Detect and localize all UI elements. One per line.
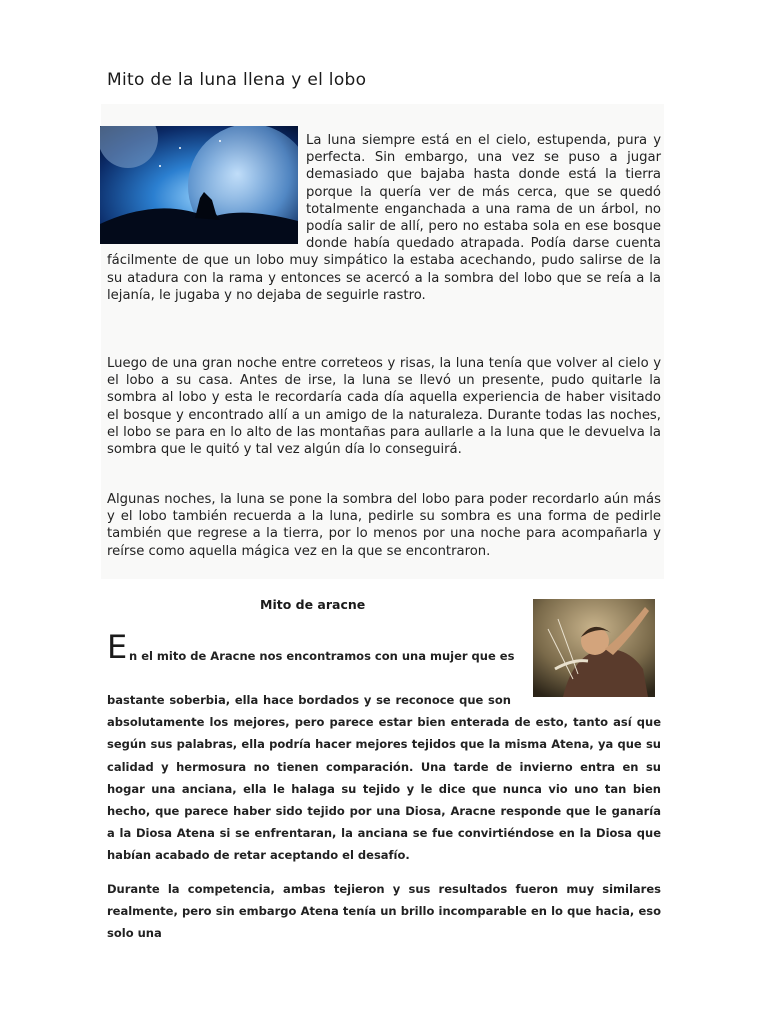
moon-paragraph-1: La luna siempre está en el cielo, estupenda, pura y perfecta. Sin embargo, una vez se puso a jugar demasiado que bajaba hasta donde está la tierra porque la quería ver de más cerca, que se quedó totalmente enganchada a una rama de un árbol, no podía salir de allí, pero no estaba sola en ese bosque donde había quedado atrapada. Podía darse cuenta fácilmente de que un lobo muy simpático la estaba acechando, pudo salirse de la su atadura con la rama y entonces se acercó a la sombra del lobo que se reía a la lejanía, le jugaba y no dejaba de seguirle rastro. [107,133,661,303]
aracne-paragraph-1: bastante soberbia, ella hace bordados y se reconoce que son absolutamente los mejores, pero parece estar bien enterada de esto, tanto así que según sus palabras, ella podría hacer mejores tejidos que la misma Atena, ya que su calidad y hermosura no tienen comparación. Una tarde de invierno entra en su hogar una anciana, ella le halaga su tejido y le dice que nunca vio uno tan bien hecho, que parece haber sido tejido por una Diosa, Aracne responde que le ganaría a la Diosa Atena si se enfrentaran, la anciana se fue convirtiéndose en la Diosa que habían acabado de retar aceptando el desafío. [107,693,661,863]
aracne-first-line: n el mito de Aracne nos encontramos con una mujer que es [129,649,515,663]
aracne-painting [533,599,655,697]
drop-cap: E [107,628,128,666]
aracne-subtitle: Mito de aracne [260,597,366,612]
document-title: Mito de la luna llena y el lobo [107,70,367,90]
moon-paragraph-2: Luego de una gran noche entre correteos y risas, la luna tenía que volver al cielo y el lobo a su casa. Antes de irse, la luna se llevó un presente, pudo quitarle la sombra al lobo y esta le recordaría cada día aquella experiencia de haber visitado el bosque y encontrado allí a un amigo de la naturaleza. Durante todas las noches, el lobo se para en lo alto de las montañas para aullarle a la luna que le devuelva la sombra que le quitó y tal vez algún día lo conseguirá. [107,356,661,458]
aracne-paragraph-2: Durante la competencia, ambas tejieron y sus resultados fueron muy similares realmente, pero sin embargo Atena tenía un brillo incomparable en lo que hacia, eso solo una [107,882,661,941]
moon-paragraph-3: Algunas noches, la luna se pone la sombra del lobo para poder recordarlo aún más y el lobo también recuerda a la luna, pedirle su sombra es una forma de pedirle también que regrese a la tierra, por lo menos por una noche para acompañarla y reírse como aquella mágica vez en la que se encontraron. [107,492,661,559]
